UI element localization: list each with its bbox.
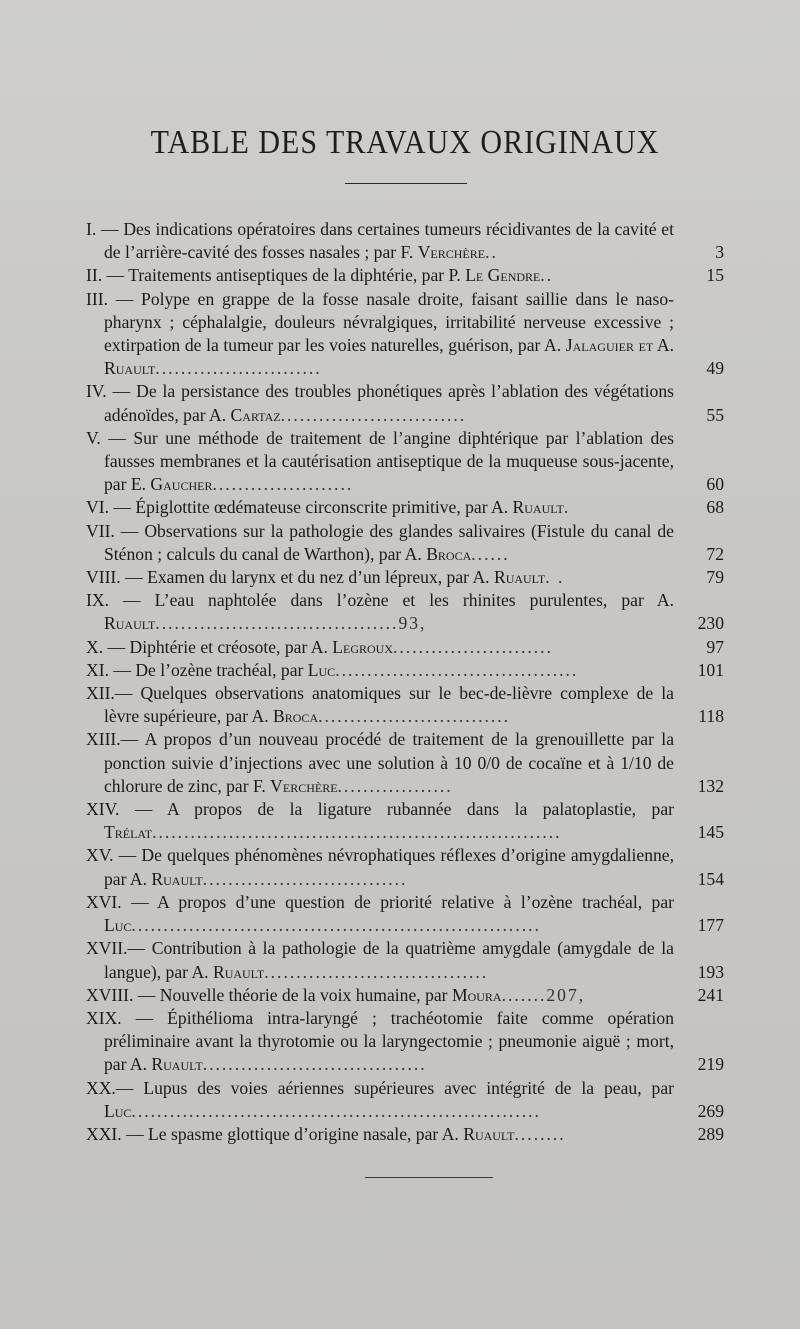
entry-author: Jalaguier et A. Ruault — [104, 335, 674, 379]
toc-entry — [86, 427, 724, 497]
toc-entry — [86, 798, 724, 844]
toc-entry — [86, 1123, 724, 1146]
entry-title: VII. — Observations sur la pathologie des glandes salivaires (Fistule du canal de Sténon ; calculs du canal de Warthon), par A. — [86, 520, 674, 564]
entry-leader: .. — [485, 242, 498, 263]
toc-entry — [86, 682, 724, 728]
entry-title: IV. — De la persistance des troubles phonétiques après l’ablation des végétations adénoïdes, par A. — [86, 381, 674, 425]
entry-author: Broca — [426, 543, 472, 564]
entry-author: Ruault — [104, 613, 156, 634]
toc-entry — [86, 1077, 724, 1123]
entry-leader: ........ — [514, 1123, 566, 1144]
entry-page-number: 101 — [697, 659, 724, 680]
entry-title: III. — Polype en grappe de la fosse nasale droite, faisant saillie dans le naso-pharynx ; céphalalgie, douleurs névralgiques, irritabilité nerveuse excessive ; extirpation de la tumeur par les voies naturelles, guérison, par A. — [86, 288, 674, 356]
entry-title: IX. — L’eau naphtolée dans l’ozène et les rhinites purulentes, par A. — [86, 590, 674, 611]
entry-page-number: 145 — [697, 822, 724, 843]
entry-page-number: 132 — [697, 775, 724, 796]
entry-page-number: 3 — [715, 242, 724, 263]
toc-entry — [86, 728, 724, 798]
entry-leader: ......................................93, — [155, 613, 427, 634]
entry-page-number: 49 — [706, 358, 724, 379]
toc-entry — [86, 589, 724, 635]
entry-author: Legroux — [332, 636, 393, 657]
entry-leader: .................. — [337, 775, 453, 796]
entry-title: VI. — Épiglottite œdémateuse circonscrite primitive, par A. — [86, 497, 513, 518]
entry-page-number: 15 — [706, 265, 724, 286]
entry-title: XIII.— A propos d’un nouveau procédé de traitement de la grenouillette par la ponction suivie d’injections avec une solution à 10 0/0 de cocaïne et à 1/10 de chlorure de zinc, par F. — [86, 729, 674, 796]
entry-leader: . . — [545, 567, 565, 588]
toc-entry — [86, 520, 724, 566]
entry-title: XVI. — A propos d’une question de priorité relative à l’ozène trachéal, par — [86, 891, 674, 912]
entry-leader: ...................................... — [335, 659, 579, 680]
entry-author: Luc — [307, 659, 336, 680]
toc-entry — [86, 566, 724, 589]
toc-entry — [86, 264, 724, 287]
entry-author: Ruault — [512, 497, 564, 518]
entry-page-number: 193 — [697, 961, 724, 982]
title-divider — [345, 183, 467, 184]
entry-author: Cartaz — [230, 404, 281, 425]
entry-page-number: 68 — [706, 497, 724, 518]
entry-title: XXI. — Le spasme glottique d’origine nasale, par A. — [86, 1123, 464, 1144]
entry-title: V. — Sur une méthode de traitement de l’angine diphtérique par l’ablation des fausses membranes et la cautérisation antiseptique de la muqueuse sous-jacente, par E. — [86, 427, 674, 495]
bottom-divider — [365, 1177, 493, 1178]
entry-author: Gaucher — [150, 474, 213, 495]
entry-leader: ................................... — [202, 1054, 427, 1075]
entry-title: II. — Traitements antiseptiques de la diphtérie, par P. — [86, 265, 466, 286]
entry-page-number: 72 — [706, 543, 724, 564]
entry-leader: .......................... — [155, 358, 322, 379]
entry-author: Verchère — [417, 242, 486, 263]
entry-page-number: 97 — [706, 636, 724, 657]
entry-title: XV. — De quelques phénomènes névrophatiques réflexes d’origine amygdalienne, par A. — [86, 845, 674, 889]
entry-title: XII.— Quelques observations anatomiques sur le bec-de-lièvre complexe de la lèvre supérieure, par A. — [86, 683, 674, 727]
entry-page-number: 118 — [698, 706, 724, 727]
entry-author: Ruault — [463, 1123, 515, 1144]
entry-title: I. — Des indications opératoires dans certaines tumeurs récidivantes de la cavité et de l’arrière-cavité des fosses nasales ; par F. — [86, 219, 674, 263]
entry-author: Ruault — [212, 961, 265, 982]
entry-page-number: 230 — [697, 613, 724, 634]
entry-author: Trélat — [104, 822, 153, 843]
entry-title: XI. — De l’ozène trachéal, par — [86, 659, 308, 680]
entry-leader: .. — [540, 265, 554, 286]
entry-author: Ruault — [151, 1054, 203, 1075]
entry-leader: .............................. — [318, 706, 511, 727]
entry-author: Le Gendre — [465, 265, 541, 286]
entry-leader: ......................... — [393, 636, 553, 657]
entry-title: VIII. — Examen du larynx et du nez d’un lépreux, par A. — [86, 567, 494, 588]
entry-title: XVIII. — Nouvelle théorie de la voix humaine, par — [86, 984, 452, 1005]
entry-author: Broca — [273, 706, 319, 727]
toc-entry — [86, 380, 724, 426]
toc-entry — [86, 659, 724, 682]
entry-page-number: 289 — [697, 1123, 724, 1144]
entry-leader: ................................................................ — [152, 822, 562, 843]
toc-entry — [86, 288, 724, 381]
entry-author: Ruault — [493, 567, 546, 588]
entry-page-number: 79 — [706, 567, 724, 588]
entry-leader: ...... — [471, 543, 510, 564]
entry-leader: ................................................................ — [131, 915, 541, 936]
toc-entry — [86, 891, 724, 937]
entry-page-number: 55 — [706, 404, 724, 425]
toc-entry — [86, 844, 724, 890]
entry-author: Verchère — [270, 775, 338, 796]
entry-author: Luc — [104, 915, 132, 936]
toc-entry — [86, 1007, 724, 1077]
entry-title: XIV. — A propos de la ligature rubannée dans la palatoplastie, par — [86, 799, 674, 820]
entry-page-number: 60 — [706, 474, 724, 495]
entry-author: Moura — [451, 984, 502, 1005]
page-title: TABLE DES TRAVAUX ORIGINAUX — [150, 123, 660, 161]
toc-entry — [86, 937, 724, 983]
entry-title: XIX. — Épithélioma intra-laryngé ; trachéotomie faite comme opération préliminaire avant la thyrotomie ou la laryngectomie ; pneumonie aiguë ; mort, par A. — [86, 1007, 674, 1075]
entry-author: Luc — [104, 1100, 132, 1121]
table-of-contents — [86, 218, 724, 1146]
toc-entry — [86, 218, 724, 264]
entry-leader: ................................................................ — [131, 1100, 541, 1121]
toc-entry — [86, 496, 724, 519]
entry-leader: ............................. — [280, 404, 467, 425]
entry-leader: ...................... — [212, 474, 354, 495]
entry-title: XX.— Lupus des voies aériennes supérieures avec intégrité de la peau, par — [86, 1077, 674, 1098]
entry-leader: .......207, — [501, 984, 586, 1005]
entry-title: XVII.— Contribution à la pathologie de la quatrième amygdale (amygdale de la langue), par A. — [86, 938, 674, 982]
entry-leader: ................................ — [202, 868, 408, 889]
entry-leader: ................................... — [264, 961, 489, 982]
entry-page-number: 269 — [697, 1100, 724, 1121]
toc-entry — [86, 636, 724, 659]
toc-entry — [86, 984, 724, 1007]
entry-page-number: 154 — [697, 868, 724, 889]
entry-page-number: 177 — [697, 915, 724, 936]
entry-author: Ruault — [151, 868, 203, 889]
entry-page-number: 219 — [697, 1054, 724, 1075]
entry-leader: . — [563, 497, 571, 518]
entry-page-number: 241 — [697, 984, 724, 1005]
entry-title: X. — Diphtérie et créosote, par A. — [86, 636, 333, 657]
